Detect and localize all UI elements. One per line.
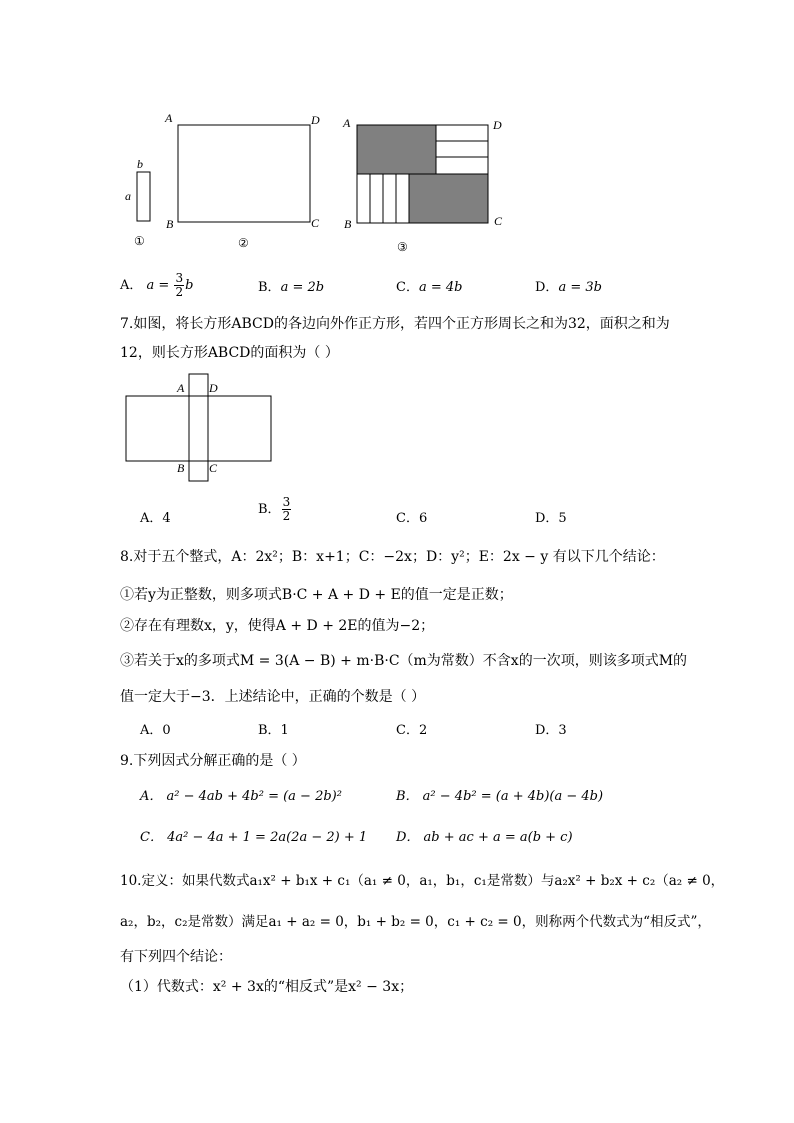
label-B2: B <box>166 217 174 231</box>
q8-option-c[interactable]: C．2 <box>396 723 428 738</box>
q8-option-d[interactable]: D．3 <box>535 723 567 738</box>
q7-line1: 7.如图，将长方形ABCD的各边向外作正方形，若四个正方形周长之和为32，面积之和为 <box>120 316 670 332</box>
q8-option-a[interactable]: A．0 <box>140 723 171 738</box>
q10-line4: （1）代数式：x² + 3x的“相反式”是x² − 3x； <box>120 979 414 995</box>
q9-option-b[interactable]: B． a² − 4b² = (a + 4b)(a − 4b) <box>396 789 604 804</box>
q7-option-d[interactable]: D．5 <box>535 511 567 526</box>
q6-option-c[interactable]: C．a = 4b <box>396 280 463 295</box>
label-C3: C <box>494 214 503 228</box>
label-D2: D <box>311 113 320 127</box>
q6-option-a[interactable]: A． a = $\frac{3}{2}$ b <box>120 271 194 299</box>
q8-statement-3a: ③若关于x的多项式M = 3(A − B) + m·B·C（m为常数）不含x的一次项，则该多项式M的 <box>120 653 688 669</box>
label-A3: A <box>343 116 351 130</box>
q10-line2: a₂，b₂，c₂是常数）满足a₁ + a₂ = 0，b₁ + b₂ = 0，c₁ + c₂ = 0，则称两个代数式为“相反式”， <box>120 914 711 930</box>
q6-option-d[interactable]: D．a = 3b <box>535 280 602 295</box>
label-circ1: ① <box>134 234 145 248</box>
figure-rectangles <box>110 100 530 260</box>
label-b: b <box>137 157 143 171</box>
label-circ3: ③ <box>397 240 408 254</box>
label-C2: C <box>311 216 320 230</box>
shaded-top-left <box>357 125 436 174</box>
big-rectangle <box>178 125 310 222</box>
q9-option-a[interactable]: A． a² − 4ab + 4b² = (a − 2b)² <box>140 789 342 804</box>
shaded-bottom-right <box>409 174 488 223</box>
q8-statement-2: ②存在有理数x，y，使得A + D + 2E的值为−2； <box>120 618 435 634</box>
label-B3: B <box>344 217 352 231</box>
label-a: a <box>125 189 131 203</box>
fraction-3-2: $\frac{3}{2}$ <box>175 271 184 299</box>
fraction-3-2-q7: $\frac{3}{2}$ <box>282 495 291 523</box>
label-A2: A <box>165 111 173 125</box>
q9-option-c[interactable]: C． 4a² − 4a + 1 = 2a(2a − 2) + 1 <box>140 830 368 845</box>
small-rectangle <box>137 172 150 221</box>
q9-stem: 9.下列因式分解正确的是（ ） <box>120 753 306 769</box>
q10-line3: 有下列四个结论： <box>120 949 232 965</box>
q7-option-c[interactable]: C．6 <box>396 511 428 526</box>
label-circ2: ② <box>238 236 249 250</box>
figure-cross <box>120 370 280 488</box>
label-D3: D <box>493 118 502 132</box>
cross-label-B: B <box>177 461 185 475</box>
q8-option-b[interactable]: B．1 <box>258 723 289 738</box>
q8-statement-3b: 值一定大于−3．上述结论中，正确的个数是（ ） <box>120 689 426 705</box>
q7-option-b[interactable]: B． $\frac{3}{2}$ <box>258 495 291 523</box>
q7-option-a[interactable]: A．4 <box>140 511 171 526</box>
q8-statement-1: ①若y为正整数，则多项式B·C + A + D + E的值一定是正数； <box>120 587 513 603</box>
q7-line2: 12，则长方形ABCD的面积为（ ） <box>120 345 339 361</box>
q9-option-d[interactable]: D． ab + ac + a = a(b + c) <box>396 830 573 845</box>
cross-label-C: C <box>209 461 218 475</box>
cross-label-D: D <box>209 381 218 395</box>
q6-option-b[interactable]: B．a = 2b <box>258 280 325 295</box>
q8-stem: 8.对于五个整式，A：2x²；B：x+1；C：−2x；D：y²；E：2x − y 有以下几个结论： <box>120 549 665 565</box>
q10-line1: 10.定义：如果代数式a₁x² + b₁x + c₁（a₁ ≠ 0，a₁，b₁，c₁是常数）与a₂x² + b₂x + c₂（a₂ ≠ 0， <box>120 873 725 889</box>
cross-label-A: A <box>177 381 185 395</box>
